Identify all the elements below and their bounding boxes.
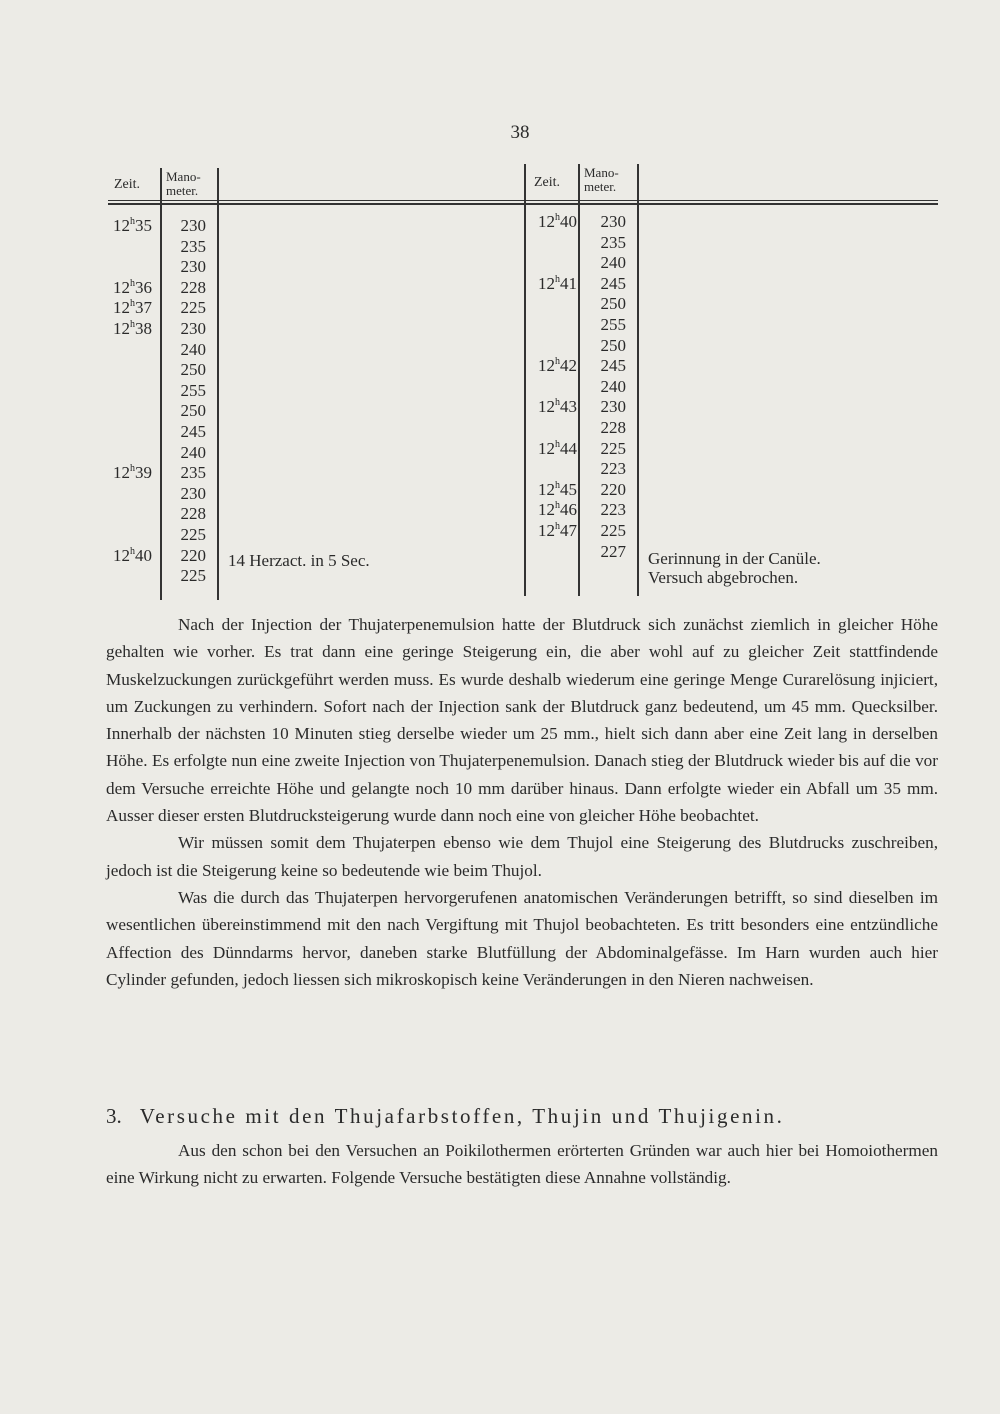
manometer-value-cell: 250: [600, 294, 626, 314]
page-number: 38: [510, 122, 530, 143]
manometer-value-cell: 250: [180, 401, 206, 421]
manometer-value-cell: 230: [180, 257, 206, 277]
manometer-value-cell: 230: [180, 483, 206, 503]
column-divider-right-2: [578, 164, 580, 596]
header-meter-right: meter.: [584, 179, 617, 194]
time-cell: 12$^h$47: [538, 521, 577, 540]
manometer-value-cell: 240: [180, 339, 206, 359]
manometer-value-cell: 235: [180, 463, 206, 483]
column-divider-left-2: [217, 168, 219, 600]
manometer-value-cell: 225: [600, 438, 626, 458]
column-divider-right-3: [637, 164, 639, 596]
manometer-value-cell: 240: [600, 376, 626, 396]
manometer-value-cell: 228: [180, 277, 206, 297]
time-cell: 12$^h$40: [113, 545, 152, 565]
manometer-value-cell: 245: [600, 356, 626, 376]
header-zeit-left: Zeit.: [114, 177, 141, 192]
manometer-value-cell: 225: [180, 525, 206, 544]
manometer-value-cell: 223: [600, 459, 626, 479]
time-cell: 12$^h$35: [113, 216, 152, 235]
header-mano-left: Mano-: [166, 169, 201, 184]
manometer-value-cell: 245: [600, 273, 626, 293]
manometer-value-cell: 223: [600, 500, 626, 520]
section-number: 3.: [106, 1104, 122, 1128]
manometer-value-cell: 245: [180, 422, 206, 441]
paragraph-1: Nach der Injection der Thujaterpenemulsion hatte der Blutdruck sich zunächst ziemlich in gleicher Höhe gehalten wie vorher. Es trat dann eine geringe Steigerung ein, die aber wohl auf zu gleicher Zeit stattfindende Muskelzuckungen zurückgeführt werden muss. Es wurde deshalb wiederum eine geringe Menge Curarelösung injiciert, um Zuckungen zu verhindern. Sofort nach der Injection sank der Blutdruck ganz bedeutend, um 45 mm. Quecksilber. Innerhalb der nächsten 10 Minuten stieg derselbe wieder um 25 mm., hielt sich dann aber eine Zeit lang in derselben Höhe. Es erfolgte nun eine zweite Injection von Thujaterpenemulsion. Danach stieg der Blutdruck wieder bis auf die vor dem Versuche erreichte Höhe und gelangte noch 10 mm darüber hinaus. Dann erfolgte wieder ein Abfall um 35 mm. Ausser dieser ersten Blutdrucksteigerung wurde dann noch eine von gleicher Höhe beobachtet.: [106, 615, 938, 826]
manometer-value-cell: 235: [180, 236, 206, 256]
manometer-value-cell: 220: [600, 479, 626, 499]
manometer-value-cell: 230: [180, 216, 206, 235]
manometer-value-cell: 225: [180, 566, 206, 586]
manometer-value-cell: 230: [600, 212, 626, 231]
manometer-value-cell: 255: [180, 380, 206, 400]
section-title: Versuche mit den Thujafarbstoffen, Thujin und Thujigenin.: [139, 1104, 785, 1128]
manometer-value-cell: 225: [600, 521, 626, 540]
time-cell: 12$^h$46: [538, 500, 577, 520]
header-mano-right: Mano-: [584, 165, 619, 180]
manometer-value-cell: 230: [180, 319, 206, 338]
manometer-value-cell: 220: [180, 545, 206, 565]
coagulation-note: Gerinnung in der Canüle.: [648, 549, 821, 568]
table-header-rule-thin: [108, 200, 938, 201]
header-meter-left: meter.: [166, 183, 199, 198]
table-header-rule-thick: [108, 203, 938, 205]
time-cell: 12$^h$44: [538, 438, 577, 458]
paragraph-3: Was die durch das Thujaterpen hervorgerufenen anatomischen Veränderungen betrifft, so sind dieselben im wesentlichen übereinstimmend mit den nach Vergiftung mit Thujol beobachteten. Es tritt besonders eine entzündliche Affection des Dünndarms hervor, daneben starke Blutfüllung der Abdominalgefässe. Im Harn wurden auch hier Cylinder gefunden, jedoch liessen sich mikroskopisch keine Veränderungen in den Nieren nachweisen.: [106, 887, 938, 989]
manometer-value-cell: 225: [180, 298, 206, 318]
time-cell: 12$^h$36: [113, 277, 152, 297]
section-heading: [106, 1104, 946, 1129]
manometer-value-cell: 250: [180, 360, 206, 380]
time-cell: 12$^h$37: [113, 298, 152, 318]
time-cell: 12$^h$40: [538, 212, 577, 231]
experiment-stopped-note: Versuch abgebrochen.: [648, 568, 799, 587]
header-zeit-right: Zeit.: [534, 175, 561, 190]
time-cell: 12$^h$38: [113, 319, 152, 338]
time-cell: 12$^h$41: [538, 273, 577, 293]
section-body-text: [106, 1137, 938, 1192]
manometer-value-cell: 230: [600, 397, 626, 417]
paragraph-2: Wir müssen somit dem Thujaterpen ebenso wie dem Thujol eine Steigerung des Blutdrucks zuschreiben, jedoch ist die Steigerung keine so bedeutende wie beim Thujol.: [106, 833, 938, 880]
time-cell: 12$^h$39: [113, 463, 152, 483]
manometer-value-cell: 240: [600, 253, 626, 273]
body-text: [106, 611, 938, 993]
column-divider-left-1: [160, 168, 162, 600]
manometer-value-cell: 228: [600, 418, 626, 437]
manometer-value-cell: 228: [180, 504, 206, 524]
time-cell: 12$^h$43: [538, 397, 577, 417]
section-paragraph: Aus den schon bei den Versuchen an Poikilothermen erörterten Gründen war auch hier bei Homoiothermen eine Wirkung nicht zu erwarten. Folgende Versuche bestätigten diese Annahne vollständig.: [106, 1141, 938, 1188]
heart-rate-note: 14 Herzact. in 5 Sec.: [228, 551, 370, 570]
manometer-value-cell: 240: [180, 442, 206, 462]
manometer-value-cell: 255: [600, 315, 626, 334]
time-cell: 12$^h$45: [538, 479, 577, 499]
manometer-value-cell: 235: [600, 232, 626, 252]
manometer-value-cell: 250: [600, 335, 626, 355]
time-cell: 12$^h$42: [538, 356, 577, 376]
manometer-value-cell: 227: [600, 541, 626, 561]
